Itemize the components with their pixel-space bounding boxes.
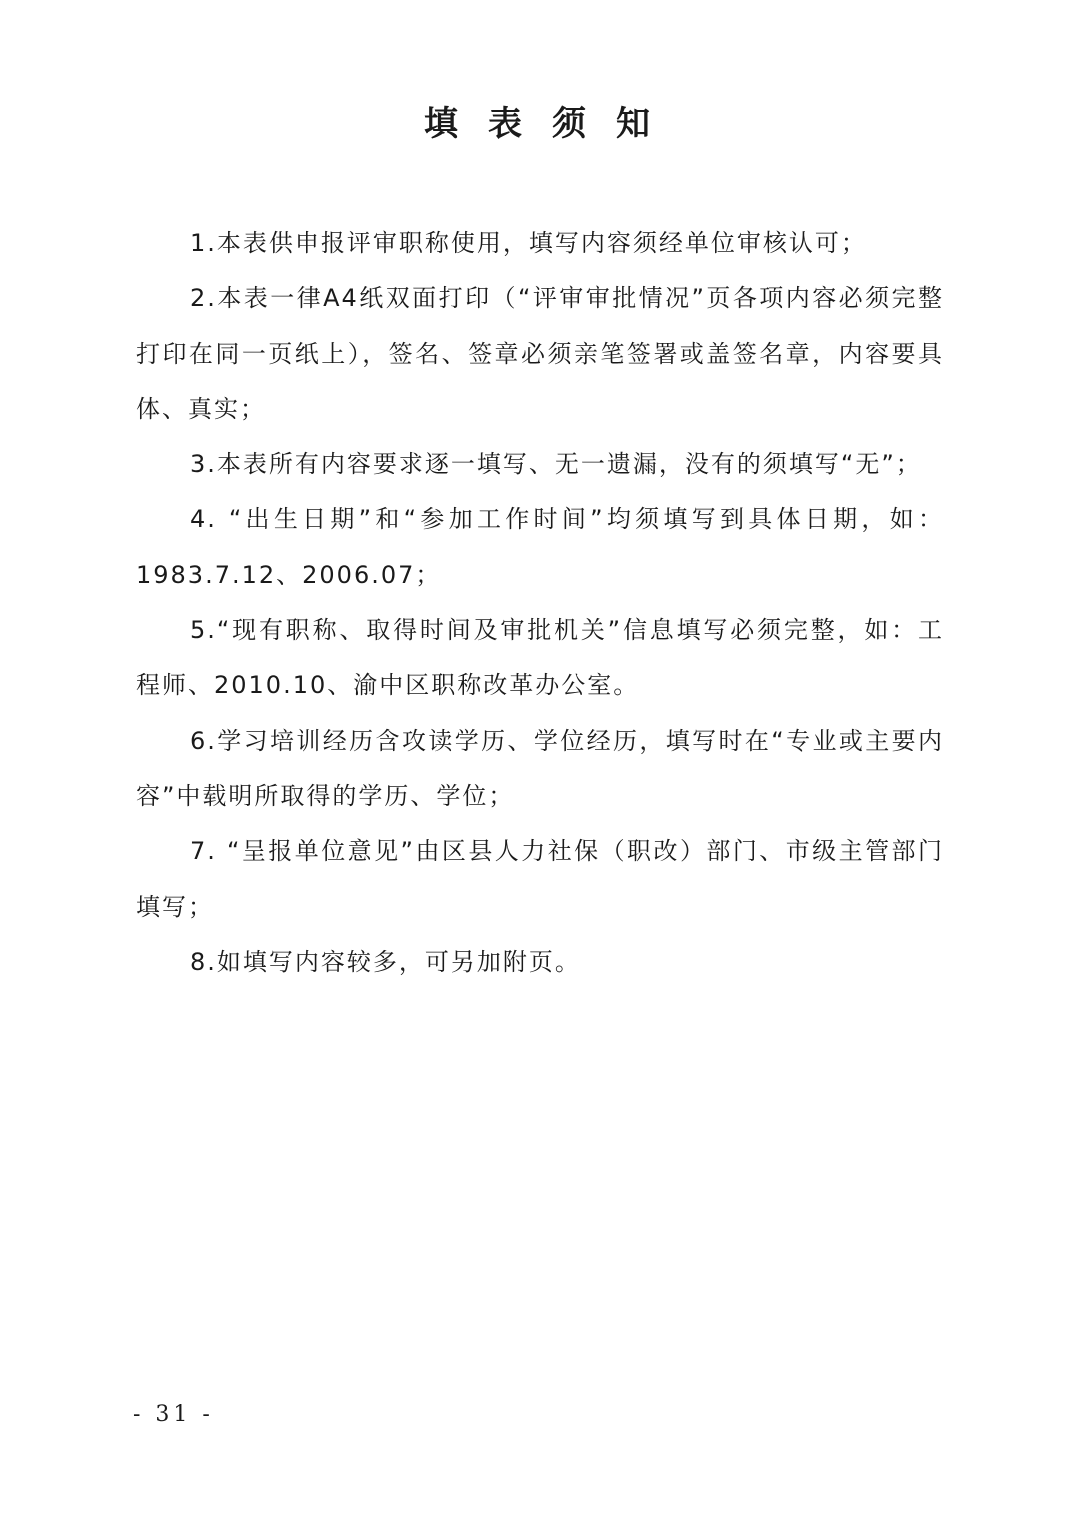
instruction-item-6: 6.学习培训经历含攻读学历、学位经历，填写时在“专业或主要内容”中载明所取得的学历、学位； (136, 726, 944, 810)
instruction-item-5: 5.“现有职称、取得时间及审批机关”信息填写必须完整，如：工程师、2010.10、渝中区职称改革办公室。 (136, 616, 944, 700)
page-number: - 31 - (133, 1402, 214, 1427)
instructions-list (136, 216, 944, 990)
instruction-item-1: 1.本表供申报评审职称使用，填写内容须经单位审核认可； (190, 229, 867, 257)
instruction-item-8: 8.如填写内容较多，可另加附页。 (190, 947, 581, 976)
instruction-item-4: 4. “出生日期”和“参加工作时间”均须填写到具体日期，如：1983.7.12、2006.07； (136, 505, 944, 589)
page-title: 填表须知 (424, 104, 680, 144)
instruction-item-7: 7. “呈报单位意见”由区县人力社保（职改）部门、市级主管部门填写； (136, 837, 944, 921)
instruction-item-3: 3.本表所有内容要求逐一填写、无一遗漏，没有的须填写“无”； (190, 450, 922, 479)
instruction-item-2: 2.本表一律A4纸双面打印（“评审审批情况”页各项内容必须完整打印在同一页纸上），签名、签章必须亲笔签署或盖签名章，内容要具体、真实； (136, 284, 944, 423)
